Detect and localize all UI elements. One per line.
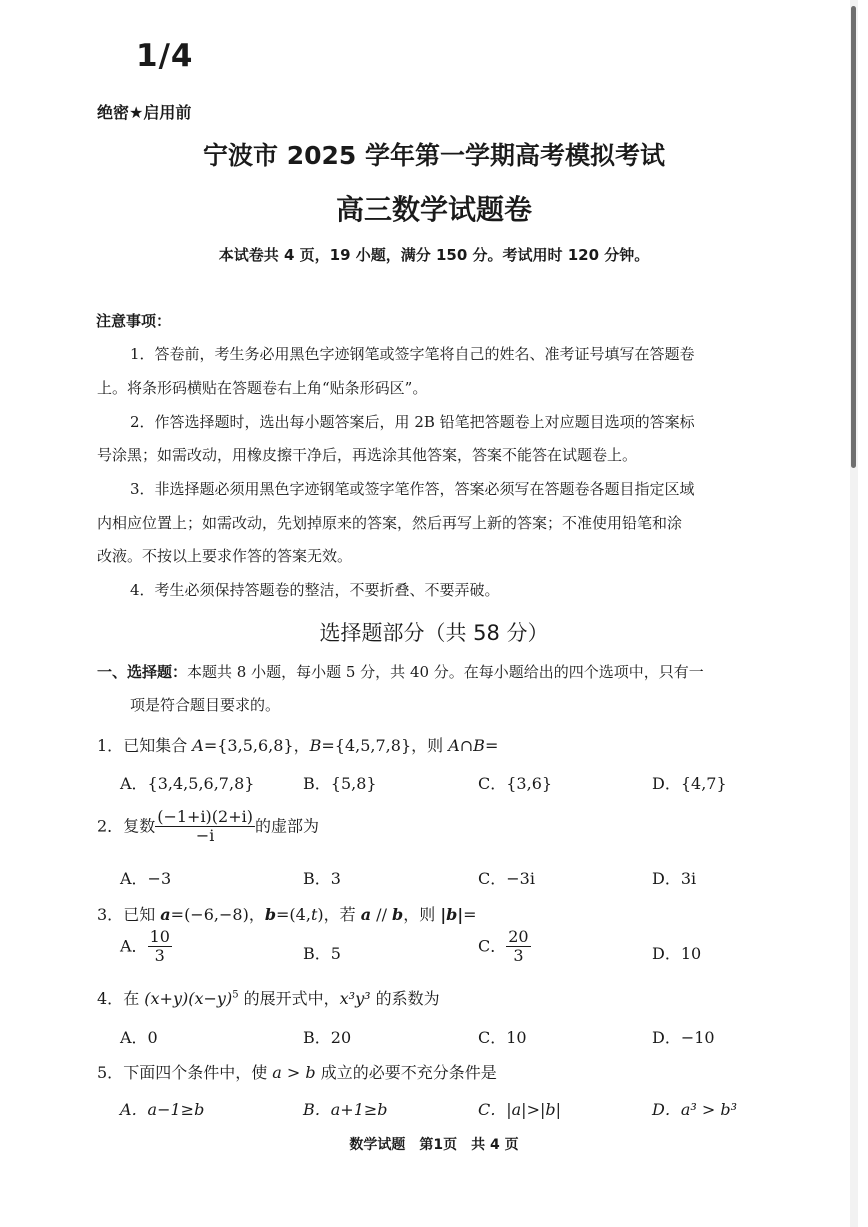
variable-t: t [310, 905, 318, 924]
separator: ， [248, 905, 265, 924]
option-a: A．{3,4,5,6,7,8} [120, 774, 255, 793]
target-term: x³y³ [339, 989, 371, 1008]
question-number: 1． [97, 736, 124, 755]
fraction-denominator: −i [195, 826, 215, 846]
section-title: 选择题部分（共 58 分） [319, 621, 549, 645]
question-1 [97, 733, 498, 756]
secret-label: 绝密★启用前 [97, 103, 192, 122]
page-footer: 数学试题 第1页 共 4 页 [349, 1137, 519, 1153]
question-text: 已知集合 [123, 736, 193, 755]
vector-a: a [160, 905, 171, 924]
option-b: B．a+1≥b [303, 1100, 388, 1119]
question-5 [97, 1060, 497, 1083]
option-a [120, 928, 172, 966]
scrollbar-thumb[interactable] [851, 6, 856, 468]
option-c: C．−3i [478, 869, 535, 888]
option-label: A． [120, 936, 148, 956]
question-number: 4． [97, 989, 124, 1008]
question-2 [97, 808, 319, 846]
option-b: B．{5,8} [303, 774, 377, 793]
set-a-value: ={3,5,6,8} [203, 736, 294, 755]
note-line: 改液。不按以上要求作答的答案无效。 [97, 547, 353, 565]
part-desc-1: 本题共 8 小题，每小题 5 分，共 40 分。在每小题给出的四个选项中，只有一 [187, 663, 704, 681]
question-number: 2． [97, 816, 124, 836]
question-4 [97, 986, 440, 1009]
note-line: 1．答卷前，考生务必用黑色字迹钢笔或签字笔将自己的姓名、准考证号填写在答题卷 [130, 345, 695, 363]
question-text: 的虚部为 [254, 816, 319, 836]
exam-title: 宁波市 2025 学年第一学期高考模拟考试 [203, 141, 665, 170]
question-text: 复数 [123, 816, 156, 836]
question-3 [97, 902, 477, 925]
part-label: 一、选择题： [97, 663, 188, 681]
equals: = [463, 905, 477, 924]
separator: ， [293, 736, 310, 755]
option-d: D．10 [652, 944, 702, 963]
question-text: 下面四个条件中，使 [123, 1063, 273, 1082]
set-b-value: ={4,5,7,8} [321, 736, 412, 755]
question-text: ，则 [411, 736, 449, 755]
fraction-numerator: 20 [508, 927, 529, 946]
question-text: ，则 [403, 905, 441, 924]
option-d: D．3i [652, 869, 697, 888]
question-text: 已知 [123, 905, 161, 924]
vector-a: a [360, 905, 372, 924]
question-number: 5． [97, 1063, 124, 1082]
vector-b-magnitude: |b| [440, 905, 464, 924]
condition-expr: a > b [272, 1063, 316, 1082]
set-a: A [192, 736, 204, 755]
fraction-numerator: (−1+i)(2+i) [157, 807, 253, 826]
question-text: ，若 [323, 905, 361, 924]
option-c: C．{3,6} [478, 774, 553, 793]
binomial-expr: (x+y)(x−y) [144, 989, 233, 1008]
fraction-numerator: 10 [149, 927, 170, 946]
option-b: B．5 [303, 944, 341, 963]
equals: = [484, 736, 499, 755]
part-description [97, 661, 704, 682]
option-a: A．a−1≥b [120, 1100, 205, 1119]
intersection-expr: A∩B [448, 736, 485, 755]
vector-b-value: =(4, [276, 905, 311, 924]
question-text: 的展开式中， [238, 989, 340, 1008]
vector-b: b [264, 905, 277, 924]
option-d: D．{4,7} [652, 774, 727, 793]
option-a: A．0 [120, 1028, 158, 1047]
vector-b: b [392, 905, 404, 924]
note-line: 上。将条形码横贴在答题卷右上角“贴条形码区”。 [97, 379, 428, 397]
fraction [155, 808, 255, 846]
option-a: A．−3 [120, 869, 172, 888]
option-b: B．3 [303, 869, 341, 888]
note-line: 3．非选择题必须用黑色字迹钢笔或签字笔作答，答案必须写在答题卷各题目指定区域 [130, 480, 695, 498]
fraction-denominator: 3 [154, 946, 165, 966]
exam-info: 本试卷共 4 页，19 小题，满分 150 分。考试用时 120 分钟。 [218, 246, 650, 264]
option-d: D．a³ > b³ [652, 1100, 738, 1119]
exam-subtitle: 高三数学试题卷 [335, 193, 532, 226]
note-line: 2．作答选择题时，选出每小题答案后，用 2B 铅笔把答题卷上对应题目选项的答案标 [130, 413, 695, 431]
option-c: C．|a|>|b| [478, 1100, 561, 1119]
question-text: 成立的必要不充分条件是 [315, 1063, 497, 1082]
option-d: D．−10 [652, 1028, 715, 1047]
vector-b-close: ) [317, 905, 324, 924]
fraction-denominator: 3 [513, 946, 524, 966]
note-line: 4．考生必须保持答题卷的整洁，不要折叠、不要弄破。 [130, 581, 500, 599]
page-indicator: 1/4 [136, 38, 194, 74]
vector-a-value: =(−6,−8) [170, 905, 249, 924]
option-c: C．10 [478, 1028, 527, 1047]
exponent: 5 [232, 989, 239, 1001]
fraction [506, 928, 530, 966]
question-number: 3． [97, 905, 124, 924]
part-desc-2: 项是符合题目要求的。 [130, 696, 281, 714]
note-line: 号涂黑；如需改动，用橡皮擦干净后，再选涂其他答案，答案不能答在试题卷上。 [97, 446, 638, 464]
question-text: 在 [123, 989, 145, 1008]
parallel-symbol: // [371, 905, 393, 924]
set-b: B [309, 736, 322, 755]
fraction [148, 928, 172, 966]
notes-title: 注意事项： [96, 312, 172, 330]
option-b: B．20 [303, 1028, 352, 1047]
option-label: C． [478, 936, 507, 956]
note-line: 内相应位置上；如需改动，先划掉原来的答案，然后再写上新的答案；不准使用铅笔和涂 [97, 514, 683, 532]
question-text: 的系数为 [370, 989, 440, 1008]
option-c [478, 928, 531, 966]
